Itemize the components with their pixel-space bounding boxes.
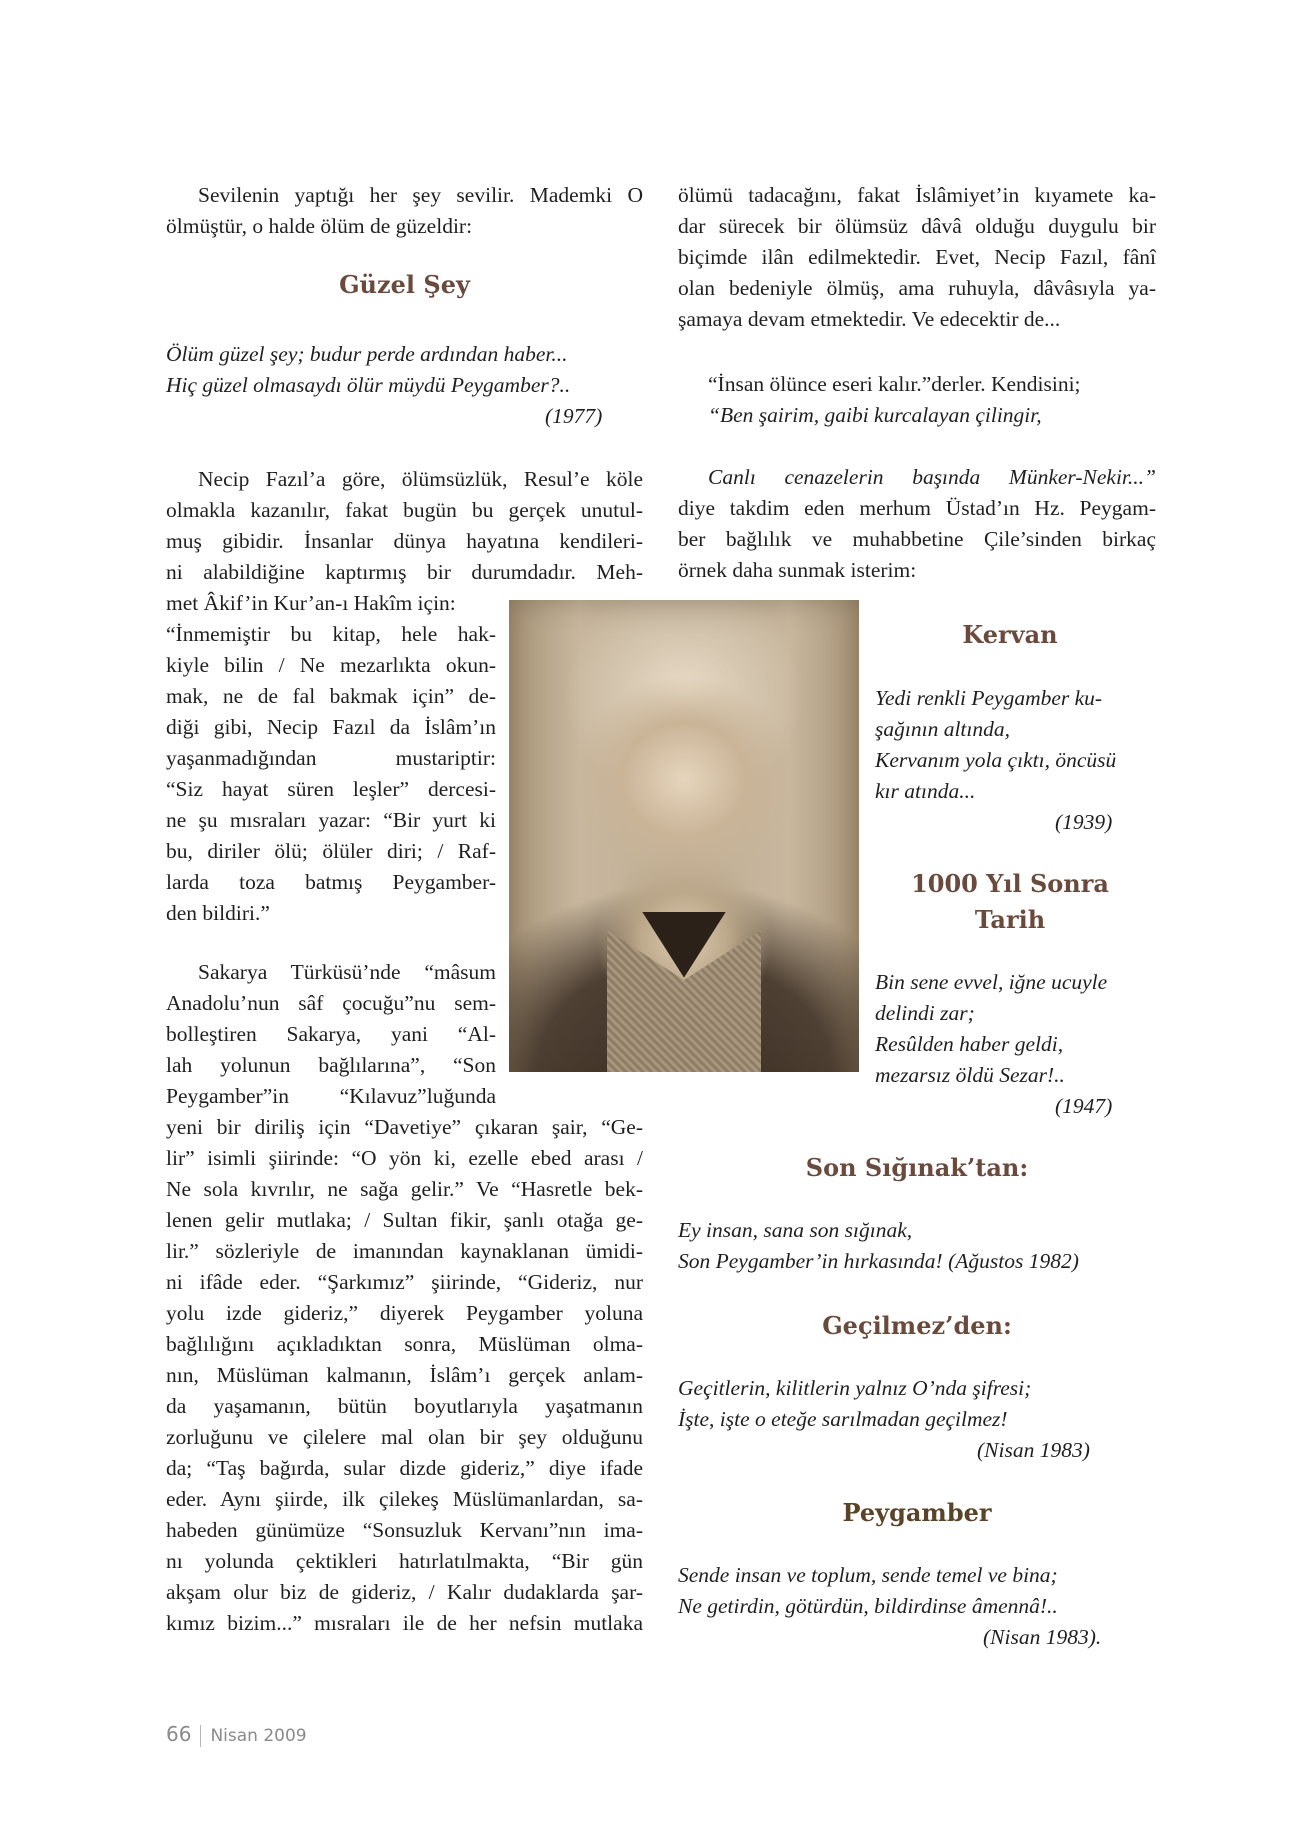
body-line: yaşanmadığından mustariptir: <box>166 746 496 770</box>
poem-title: 1000 Yıl Sonra <box>911 869 1109 898</box>
body-line: ni ifâde eder. “Şarkımız” şiirinde, “Gideriz, nur <box>166 1270 643 1294</box>
poem-line: Sende insan ve toplum, sende temel ve bina; <box>678 1563 1058 1587</box>
poem-line: Kervanım yola çıktı, öncüsü <box>875 748 1117 772</box>
body-line: diye takdim eden merhum Üstad’ın Hz. Peygam- <box>678 496 1156 520</box>
body-line: Necip Fazıl’a göre, ölümsüzlük, Resul’e köle <box>198 467 643 491</box>
footer-divider <box>200 1725 201 1747</box>
poem-line: şağının altında, <box>875 717 1010 741</box>
poem-line: Geçitlerin, kilitlerin yalnız O’nda şifresi; <box>678 1376 1032 1400</box>
body-line: kiyle bilin / Ne mezarlıkta okun- <box>166 653 496 677</box>
poem-line: Ne getirdin, götürdün, bildirdinse âmennâ!.. <box>678 1594 1058 1618</box>
body-line: ni alabildiğine kaptırmış bir durumdadır. Meh- <box>166 560 643 584</box>
poem-date: (1947) <box>1055 1094 1113 1118</box>
body-line: Ne sola kıvrılır, ne sağa gelir.” Ve “Hasretle bek- <box>166 1177 643 1201</box>
body-line: diği gibi, Necip Fazıl da İslâm’ın <box>166 715 496 739</box>
body-line: olan bedeniyle ölmüş, ama ruhuyla, dâvâsıyla ya- <box>678 276 1156 300</box>
poem-title: Kervan <box>962 620 1058 649</box>
body-line: lenen gelir mutlaka; / Sultan fikir, şanlı otağa ge- <box>166 1208 643 1232</box>
quote-line: “İnsan ölünce eseri kalır.”derler. Kendisini; <box>708 372 1081 396</box>
poem-date: (1939) <box>1055 810 1113 834</box>
body-line: kımız bizim...” mısraları ile de her nefsin mutlaka <box>166 1611 643 1635</box>
body-line: nı yolunda çektikleri hatırlatılmakta, “Bir gün <box>166 1549 643 1573</box>
quote-italic-line: Canlı cenazelerin başında Münker-Nekir...” <box>708 465 1156 489</box>
body-line: “İnmemiştir bu kitap, hele hak- <box>166 622 496 646</box>
poem-line: Bin sene evvel, iğne ucuyle <box>875 970 1108 994</box>
body-line: Sakarya Türküsü’nde “mâsum <box>198 960 496 984</box>
poem-title: Peygamber <box>842 1498 992 1527</box>
body-line: lir.” sözleriyle de imanından kaynaklanan ümidi- <box>166 1239 643 1263</box>
poem-date: (Nisan 1983) <box>977 1438 1090 1462</box>
body-line: da yaşamanın, bütün boyutlarıyla yaşatmanın <box>166 1394 643 1418</box>
page-number: 66 <box>166 1722 192 1746</box>
poem-line: Yedi renkli Peygamber ku- <box>875 686 1103 710</box>
body-line: ölümü tadacağını, fakat İslâmiyet’in kıyamete ka- <box>678 183 1156 207</box>
body-line: ölmüştür, o halde ölüm de güzeldir: <box>166 214 473 238</box>
body-line: mak, ne de fal bakmak için” de- <box>166 684 496 708</box>
body-line: Anadolu’nun sâf çocuğu”nu sem- <box>166 991 496 1015</box>
poem-line: İşte, işte o eteğe sarılmadan geçilmez! <box>678 1407 1008 1431</box>
poem-title: Son Sığınak’tan: <box>805 1153 1029 1182</box>
body-line: den bildiri.” <box>166 901 270 925</box>
body-line: yolu izde gideriz,” diyerek Peygamber yoluna <box>166 1301 643 1325</box>
body-line: lah yolunun bağlılarına”, “Son <box>166 1053 496 1077</box>
body-line: eder. Aynı şiirde, ilk çilekeş Müslümanlardan, sa- <box>166 1487 643 1511</box>
body-line: akşam olur biz de gideriz, / Kalır dudaklarda şar- <box>166 1580 643 1604</box>
poem-line: Hiç güzel olmasaydı ölür müydü Peygamber?.. <box>166 373 571 397</box>
body-line: “Siz hayat süren leşler” dercesi- <box>166 777 496 801</box>
body-line: lir” isimli şiirinde: “O yön ki, ezelle ebed arası / <box>166 1146 643 1170</box>
poem-line: kır atında... <box>875 779 976 803</box>
poem-line: Ey insan, sana son sığınak, <box>678 1218 913 1242</box>
poem-date: (Nisan 1983). <box>983 1625 1102 1649</box>
body-line: örnek daha sunmak isterim: <box>678 558 917 582</box>
body-line: larda toza batmış Peygamber- <box>166 870 496 894</box>
body-line: bu, diriler ölü; ölüler diri; / Raf- <box>166 839 496 863</box>
body-line: ber bağlılık ve muhabbetine Çile’sinden birkaç <box>678 527 1156 551</box>
poem-line: Son Peygamber’in hırkasında! (Ağustos 1982) <box>678 1249 1079 1273</box>
body-line: muş gibidir. İnsanlar dünya hayatına kendileri- <box>166 529 643 553</box>
body-line: bolleştiren Sakarya, yani “Al- <box>166 1022 496 1046</box>
body-line: nın, Müslüman kalmanın, İslâm’ı gerçek anlam- <box>166 1363 643 1387</box>
author-portrait-photo <box>509 600 859 1072</box>
poem-date: (1977) <box>545 404 603 428</box>
poem-title: Tarih <box>974 905 1046 934</box>
body-line: Sevilenin yaptığı her şey sevilir. Mademki O <box>198 183 643 207</box>
body-line: yeni bir diriliş için “Davetiye” çıkaran şair, “Ge- <box>166 1115 643 1139</box>
body-line: şamaya devam etmektedir. Ve edecektir de... <box>678 307 1061 331</box>
body-line: ne şu mısraları yazar: “Bir yurt ki <box>166 808 496 832</box>
quote-italic-line: “Ben şairim, gaibi kurcalayan çilingir, <box>708 403 1042 427</box>
body-line: biçimde ilân edilmektedir. Evet, Necip Fazıl, fânî <box>678 245 1156 269</box>
body-line: Peygamber”in “Kılavuz”luğunda <box>166 1084 496 1108</box>
poem-title-guzel-sey: Güzel Şey <box>339 270 470 299</box>
body-line: met Âkif’in Kur’an-ı Hakîm için: <box>166 591 456 615</box>
poem-line: delindi zar; <box>875 1001 975 1025</box>
poem-title: Geçilmez’den: <box>822 1311 1012 1340</box>
body-line: habeden günümüze “Sonsuzluk Kervanı”nın ima- <box>166 1518 643 1542</box>
poem-line: Resûlden haber geldi, <box>875 1032 1064 1056</box>
body-line: dar sürecek bir ölümsüz dâvâ olduğu duygulu bir <box>678 214 1156 238</box>
poem-line: mezarsız öldü Sezar!.. <box>875 1063 1065 1087</box>
poem-line: Ölüm güzel şey; budur perde ardından haber... <box>166 342 568 366</box>
body-line: bağlılığını açıkladıktan sonra, Müslüman olma- <box>166 1332 643 1356</box>
body-line: da; “Taş bağırda, sular dizde gideriz,” diye ifade <box>166 1456 643 1480</box>
page-footer <box>166 1722 307 1747</box>
body-line: olmakla kazanılır, fakat bugün bu gerçek unutul- <box>166 498 643 522</box>
body-line: zorluğunu ve çilelere mal olan bir şey olduğunu <box>166 1425 643 1449</box>
issue-date: Nisan 2009 <box>210 1726 307 1746</box>
